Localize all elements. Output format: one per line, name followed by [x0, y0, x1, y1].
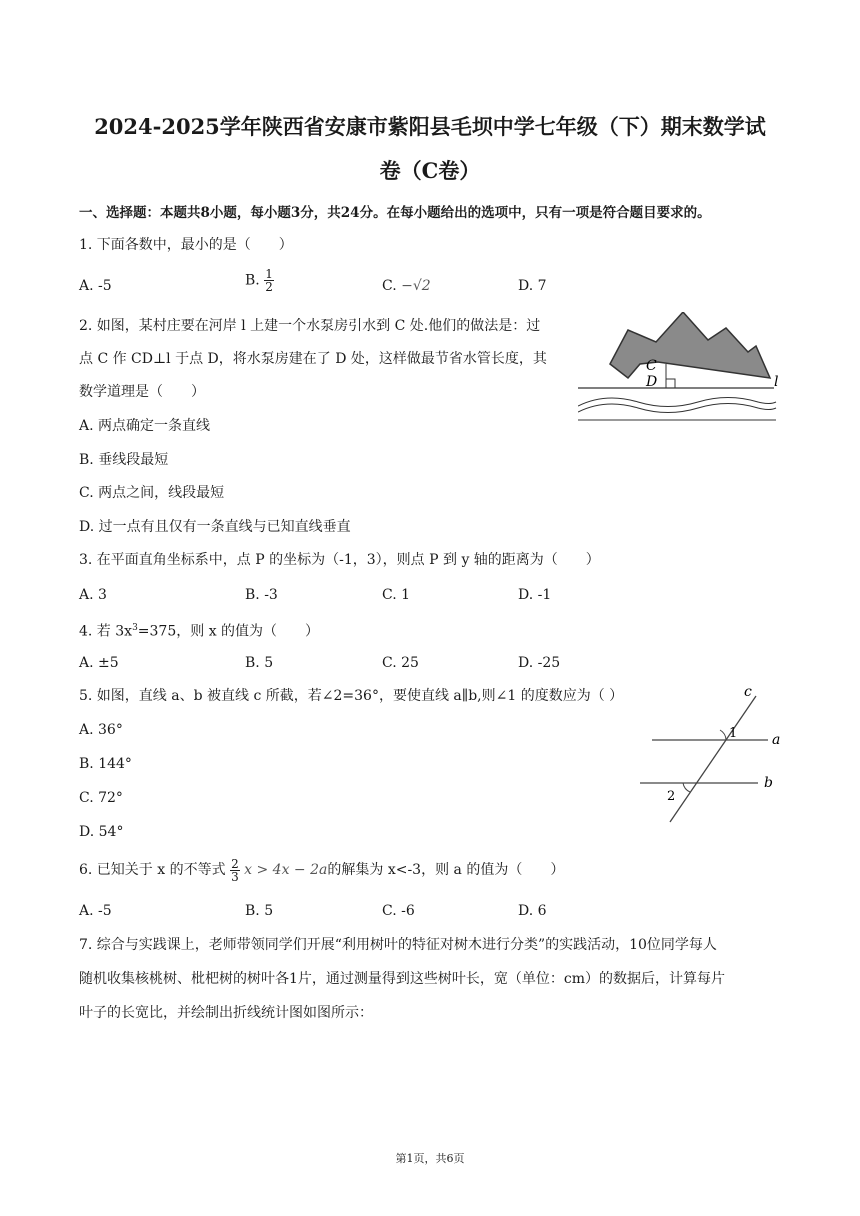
river-wave-bottom — [578, 404, 776, 413]
fraction: $\frac{2}{3}$ — [231, 856, 239, 884]
label-l: l — [774, 374, 779, 390]
q2-option-d: D. 过一点有且仅有一条直线与已知直线垂直 — [79, 519, 351, 535]
angle-1-arc — [720, 730, 726, 740]
q6-stem: 6. 已知关于 x 的不等式 $\frac{2}{3}$ x > 4x − 2a的解集为 x<-3，则 a 的值为（ ） — [79, 856, 565, 884]
q4-option-d: D. -25 — [518, 655, 561, 671]
label-d: D — [646, 374, 658, 390]
label-c: c — [744, 684, 752, 700]
q2-stem-line1: 2. 如图，某村庄要在河岸 l 上建一个水泵房引水到 C 处.他们的做法是：过 — [79, 318, 541, 334]
q5-stem: 5. 如图，直线 a、b 被直线 c 所截，若∠2=36°，要使直线 a∥b,则∠1 的度数应为（ ） — [79, 688, 624, 704]
q5-option-d: D. 54° — [79, 824, 124, 840]
fraction: $\frac{1}{2}$ — [265, 267, 273, 294]
page-title-cont: 卷（C卷） — [379, 158, 481, 183]
q5-figure — [640, 682, 790, 827]
q3-option-b: B. -3 — [245, 587, 278, 603]
q2-option-b: B. 垂线段最短 — [79, 452, 169, 468]
q6-option-d: D. 6 — [518, 903, 547, 919]
q2-stem-line2: 点 C 作 CD⊥l 于点 D，将水泵房建在了 D 处，这样做最节省水管长度，其 — [79, 351, 547, 367]
q2-figure — [578, 312, 783, 424]
q3-option-c: C. 1 — [382, 587, 411, 603]
right-angle-mark — [666, 379, 675, 388]
q6-option-a: A. -5 — [79, 903, 112, 919]
q4-option-b: B. 5 — [245, 655, 274, 671]
q2-option-a: A. 两点确定一条直线 — [79, 418, 211, 434]
q2-stem-line3: 数学道理是（ ） — [79, 384, 205, 400]
q1-option-b: B. $\frac{1}{2}$ — [245, 267, 273, 294]
label-b: b — [764, 775, 773, 791]
q6-option-c: C. -6 — [382, 903, 415, 919]
q4-stem: 4. 若 $3x^3=375$，则 x 的值为（ ） — [79, 623, 320, 640]
label-2: 2 — [667, 789, 676, 804]
q4-option-a: A. ±5 — [79, 655, 119, 671]
label-a: a — [772, 732, 781, 748]
q5-option-c: C. 72° — [79, 790, 123, 806]
q1-option-a: A. -5 — [79, 278, 112, 294]
page-footer: 第1页，共6页 — [395, 1152, 465, 1165]
label-1: 1 — [729, 726, 738, 741]
q2-option-c: C. 两点之间，线段最短 — [79, 485, 225, 501]
label-c: C — [646, 358, 657, 374]
q1-stem: 1. 下面各数中，最小的是（ ） — [79, 237, 293, 253]
q7-stem-line3: 叶子的长宽比，并绘制出折线统计图如图所示： — [79, 1005, 373, 1021]
q3-stem: 3. 在平面直角坐标系中，点 P 的坐标为（-1，3），则点 P 到 y 轴的距离为（ ） — [79, 552, 600, 568]
q1-option-c: C. −√2 — [382, 278, 431, 294]
village-shape — [610, 312, 770, 378]
q7-stem-line2: 随机收集核桃树、枇杷树的树叶各1片，通过测量得到这些树叶长，宽（单位：cm）的数据后，计算每片 — [79, 971, 726, 987]
angle-2-arc — [683, 783, 690, 792]
line-c — [670, 696, 756, 822]
q5-option-b: B. 144° — [79, 756, 132, 772]
q3-option-d: D. -1 — [518, 587, 552, 603]
q7-stem-line1: 7. 综合与实践课上，老师带领同学们开展“利用树叶的特征对树木进行分类”的实践活动，10位同学每人 — [79, 937, 717, 953]
q4-option-c: C. 25 — [382, 655, 419, 671]
q6-option-b: B. 5 — [245, 903, 274, 919]
q1-option-d: D. 7 — [518, 278, 547, 294]
page-title: 2024-2025学年陕西省安康市紫阳县毛坝中学七年级（下）期末数学试 — [94, 114, 766, 139]
q5-option-a: A. 36° — [79, 722, 123, 738]
q3-option-a: A. 3 — [79, 587, 107, 603]
section-heading: 一、选择题：本题共8小题，每小题3分，共24分。在每小题给出的选项中，只有一项是符合题目要求的。 — [79, 205, 711, 221]
